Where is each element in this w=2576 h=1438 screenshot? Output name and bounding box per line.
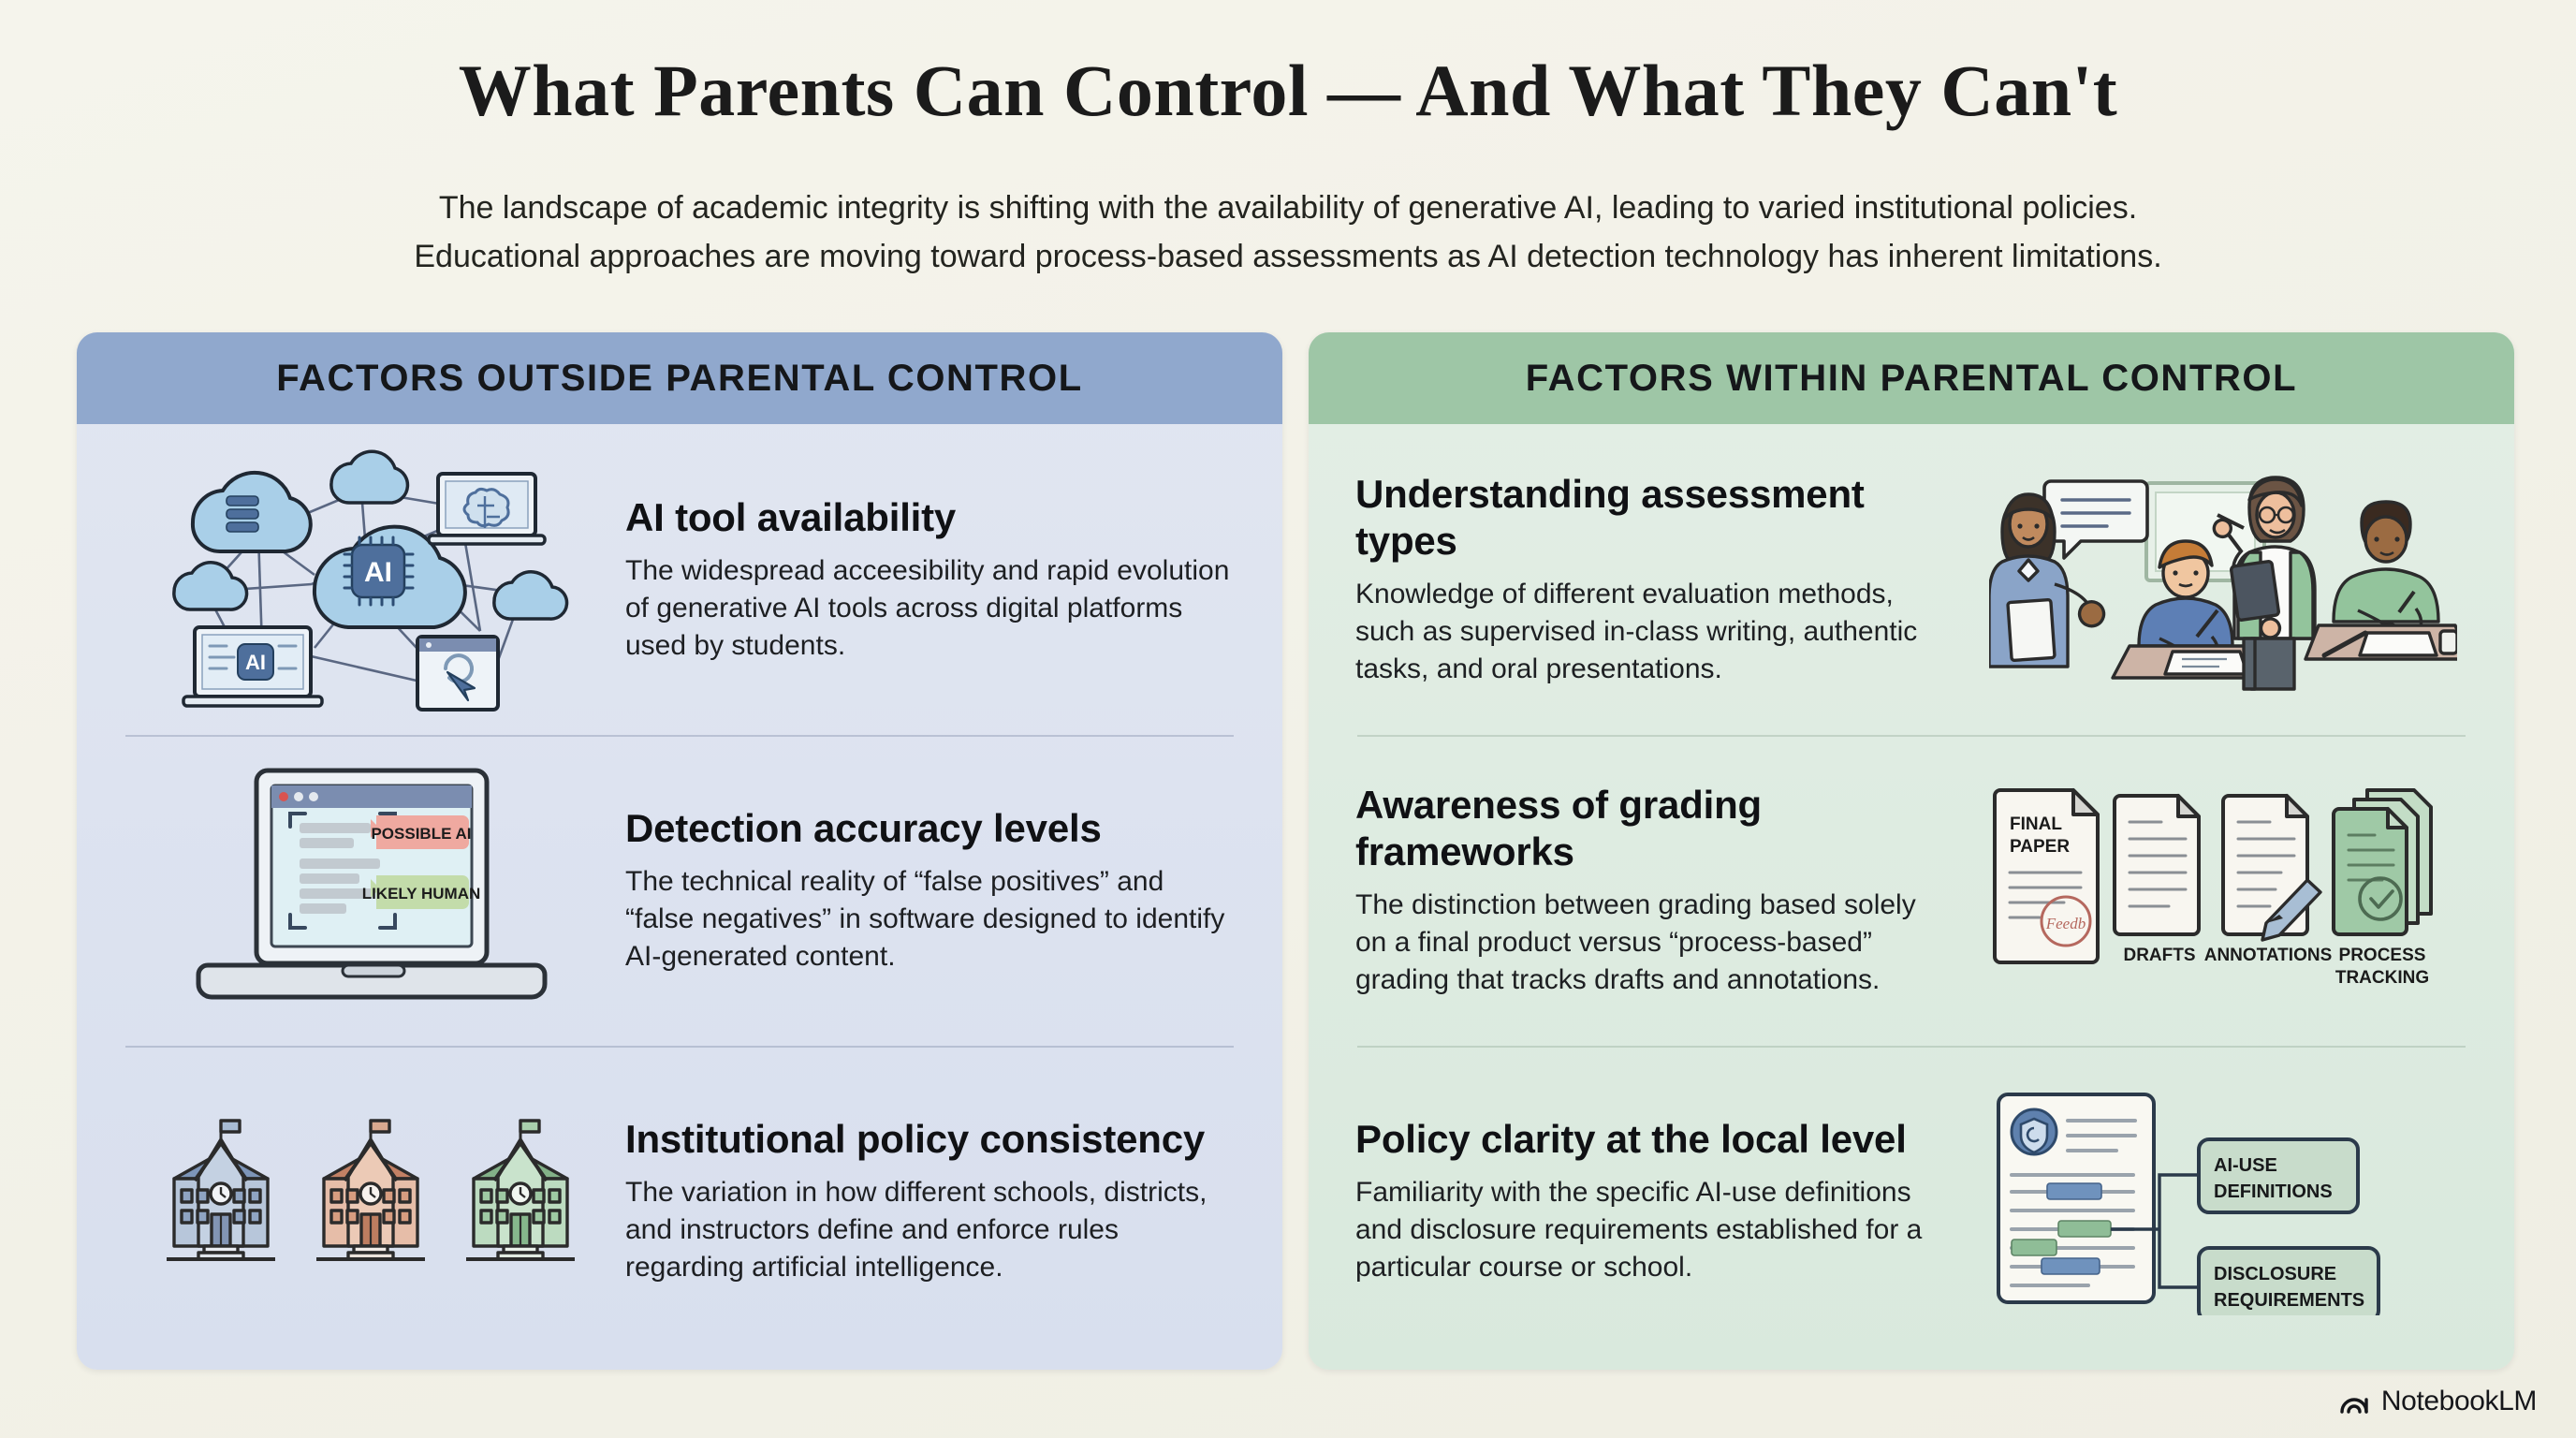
item-description: The variation in how different schools, districts, and instructors define and enforce rules regarding artificial intelligence. bbox=[625, 1177, 1208, 1283]
item-text bbox=[1352, 1116, 1975, 1286]
documents-grading-illustration bbox=[1975, 783, 2471, 998]
ai-chip-label-laptop: AI bbox=[245, 651, 266, 674]
callout-label-requirements: REQUIREMENTS bbox=[2214, 1290, 2365, 1311]
highlight-green-1 bbox=[2058, 1221, 2111, 1237]
final-paper-document bbox=[1995, 790, 2098, 962]
list-item bbox=[120, 735, 1239, 1046]
item-text bbox=[616, 805, 1239, 976]
item-text bbox=[1352, 782, 1975, 999]
three-schools-illustration bbox=[120, 1108, 616, 1295]
list-item bbox=[120, 1046, 1239, 1357]
subtitle-line-2: Educational approaches are moving toward process-based assessments as AI detection technology has inherent limitations. bbox=[414, 239, 2162, 274]
process-tracking-label-2: TRACKING bbox=[2334, 968, 2430, 988]
drafts-document bbox=[2115, 796, 2199, 965]
item-title: Awareness of grading frameworks bbox=[1355, 783, 1763, 873]
panel-header-outside: FACTORS OUTSIDE PARENTAL CONTROL bbox=[77, 332, 1282, 424]
item-title: Policy clarity at the local level bbox=[1355, 1117, 1907, 1161]
badge-possible-ai-label: POSSIBLE AI bbox=[371, 825, 472, 843]
highlight-blue-2 bbox=[2042, 1258, 2100, 1274]
callout-label-disclosure: DISCLOSURE bbox=[2214, 1264, 2337, 1284]
callout-label-definitions: DEFINITIONS bbox=[2214, 1181, 2333, 1202]
item-description: The widespread acceesibility and rapid evolution of generative AI tools across digital platforms used by students. bbox=[625, 555, 1230, 661]
process-tracking-documents bbox=[2334, 790, 2431, 988]
list-item bbox=[120, 424, 1239, 735]
subtitle-line-1: The landscape of academic integrity is shifting with the availability of generative AI, leading to varied institutional policies. bbox=[438, 190, 2138, 226]
item-text bbox=[1352, 471, 1975, 688]
annotations-document bbox=[2204, 796, 2333, 965]
notebooklm-logo-icon bbox=[2338, 1388, 2370, 1415]
ai-network-illustration bbox=[120, 444, 616, 715]
list-item bbox=[1352, 1046, 2471, 1357]
drafts-label: DRAFTS bbox=[2123, 946, 2196, 965]
item-title: Institutional policy consistency bbox=[625, 1117, 1206, 1161]
item-description: Knowledge of different evaluation methods, such as supervised in-class writing, authentic tasks, and oral presentations. bbox=[1355, 579, 1918, 684]
item-title: Understanding assessment types bbox=[1355, 472, 1865, 563]
callout-disclosure-requirements bbox=[2199, 1248, 2378, 1315]
panel-body-outside bbox=[77, 424, 1282, 1357]
panel-factors-within-parental-control bbox=[1309, 332, 2514, 1370]
callout-ai-use-definitions bbox=[2199, 1139, 2358, 1212]
item-text bbox=[616, 1116, 1239, 1286]
page-title: What Parents Can Control — And What They Can't bbox=[458, 50, 2118, 131]
item-title: Detection accuracy levels bbox=[625, 806, 1102, 850]
feedback-stamp-label: Feedb bbox=[2045, 915, 2086, 932]
notebooklm-brand-label: NotebookLM bbox=[2380, 1386, 2537, 1416]
badge-likely-human bbox=[362, 875, 481, 909]
item-title: AI tool availability bbox=[625, 495, 957, 539]
list-item bbox=[1352, 424, 2471, 735]
panel-body-within bbox=[1309, 424, 2514, 1357]
classroom-assessment-illustration bbox=[1975, 462, 2471, 697]
callout-label-ai-use: AI-USE bbox=[2214, 1155, 2277, 1176]
policy-document-illustration bbox=[1975, 1087, 2471, 1315]
laptop-detector-illustration bbox=[120, 765, 616, 1016]
annotations-label: ANNOTATIONS bbox=[2203, 946, 2333, 965]
process-tracking-label-1: PROCESS bbox=[2338, 946, 2426, 965]
list-item bbox=[1352, 735, 2471, 1046]
badge-possible-ai bbox=[371, 815, 472, 849]
final-paper-line-1: FINAL bbox=[2010, 814, 2062, 834]
item-description: The technical reality of “false positives” and “false negatives” in software designed to identify AI-generated content. bbox=[625, 866, 1225, 972]
page-subtitle bbox=[212, 183, 2364, 281]
final-paper-line-2: PAPER bbox=[2010, 837, 2071, 857]
ai-chip-label-center: AI bbox=[364, 557, 392, 588]
item-description: Familiarity with the specific AI-use definitions and disclosure requirements established for a particular course or school. bbox=[1355, 1177, 1923, 1283]
highlight-green-2 bbox=[2012, 1240, 2056, 1255]
notebooklm-brand bbox=[2338, 1386, 2537, 1417]
panel-header-within: FACTORS WITHIN PARENTAL CONTROL bbox=[1309, 332, 2514, 424]
badge-likely-human-label: LIKELY HUMAN bbox=[361, 885, 481, 902]
shield-badge-icon bbox=[2012, 1109, 2056, 1154]
item-description: The distinction between grading based solely on a final product versus “process-based” grading that tracks drafts and annotations. bbox=[1355, 889, 1916, 995]
panel-factors-outside-parental-control bbox=[77, 332, 1282, 1370]
item-text bbox=[616, 494, 1239, 665]
highlight-blue-1 bbox=[2047, 1183, 2101, 1199]
